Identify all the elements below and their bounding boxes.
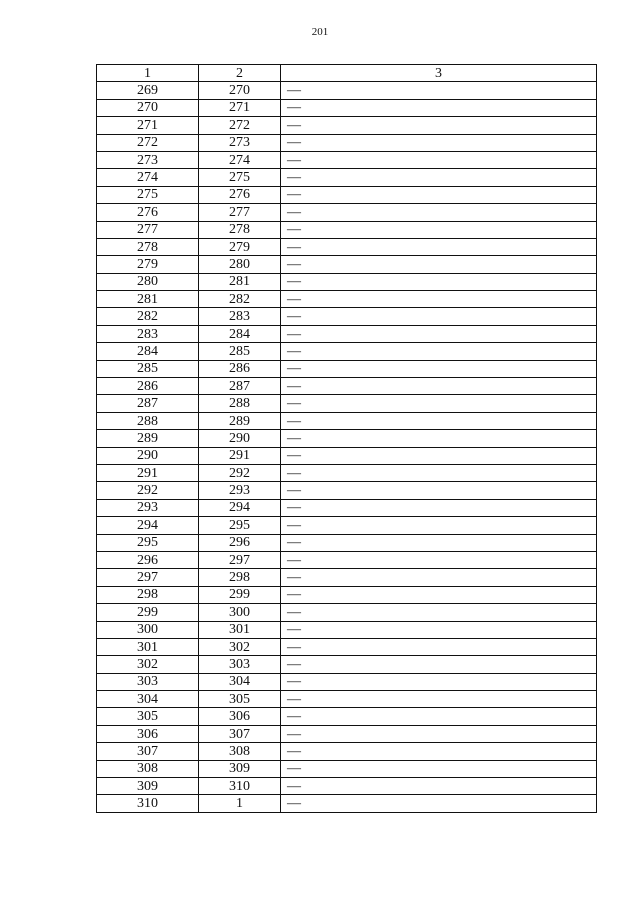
table-cell-col1: 273 — [97, 151, 199, 168]
table-cell-col3: — — [281, 464, 597, 481]
table-row — [97, 482, 597, 499]
table-row — [97, 656, 597, 673]
table-cell-col1: 279 — [97, 256, 199, 273]
table-cell-col3: — — [281, 673, 597, 690]
table-row — [97, 447, 597, 464]
table-cell-col2: 281 — [199, 273, 281, 290]
table-cell-col1: 294 — [97, 517, 199, 534]
column-header-3: 3 — [281, 65, 597, 82]
table-cell-col2: 286 — [199, 360, 281, 377]
table-row — [97, 134, 597, 151]
table-cell-col3: — — [281, 343, 597, 360]
table-cell-col2: 293 — [199, 482, 281, 499]
table-cell-col1: 308 — [97, 760, 199, 777]
table-row — [97, 238, 597, 255]
table-cell-col3: — — [281, 169, 597, 186]
table-cell-col1: 295 — [97, 534, 199, 551]
table-cell-col1: 302 — [97, 656, 199, 673]
table-row — [97, 586, 597, 603]
table-row — [97, 604, 597, 621]
table-cell-col3: — — [281, 151, 597, 168]
table-row — [97, 725, 597, 742]
table-row — [97, 82, 597, 99]
table-cell-col1: 296 — [97, 551, 199, 568]
table-cell-col3: — — [281, 656, 597, 673]
table-cell-col3: — — [281, 256, 597, 273]
table-cell-col3: — — [281, 499, 597, 516]
table-cell-col3: — — [281, 412, 597, 429]
table-cell-col2: 303 — [199, 656, 281, 673]
table-cell-col1: 275 — [97, 186, 199, 203]
table-cell-col1: 285 — [97, 360, 199, 377]
table-cell-col1: 306 — [97, 725, 199, 742]
table-cell-col3: — — [281, 204, 597, 221]
table-cell-col2: 280 — [199, 256, 281, 273]
table-cell-col1: 299 — [97, 604, 199, 621]
table-row — [97, 499, 597, 516]
table-row — [97, 221, 597, 238]
table-row — [97, 291, 597, 308]
table-cell-col3: — — [281, 795, 597, 812]
table-row — [97, 186, 597, 203]
table-cell-col2: 295 — [199, 517, 281, 534]
table-cell-col1: 274 — [97, 169, 199, 186]
table-row — [97, 795, 597, 812]
table-cell-col2: 271 — [199, 99, 281, 116]
table-cell-col3: — — [281, 117, 597, 134]
table-row — [97, 517, 597, 534]
table-row — [97, 551, 597, 568]
table-cell-col1: 271 — [97, 117, 199, 134]
table-cell-col2: 279 — [199, 238, 281, 255]
table-cell-col1: 289 — [97, 430, 199, 447]
table-cell-col2: 291 — [199, 447, 281, 464]
table-cell-col3: — — [281, 534, 597, 551]
table-cell-col2: 307 — [199, 725, 281, 742]
table-cell-col1: 284 — [97, 343, 199, 360]
table-cell-col1: 276 — [97, 204, 199, 221]
table-cell-col3: — — [281, 291, 597, 308]
table-cell-col2: 297 — [199, 551, 281, 568]
table-header-row — [97, 65, 597, 82]
table-cell-col2: 298 — [199, 569, 281, 586]
table-cell-col3: — — [281, 743, 597, 760]
table-cell-col3: — — [281, 691, 597, 708]
table-cell-col3: — — [281, 134, 597, 151]
table-body — [97, 82, 597, 812]
page-number: 201 — [311, 26, 329, 38]
table-row — [97, 256, 597, 273]
table-cell-col3: — — [281, 395, 597, 412]
table-row — [97, 708, 597, 725]
table-cell-col2: 294 — [199, 499, 281, 516]
table-row — [97, 569, 597, 586]
table-cell-col1: 282 — [97, 308, 199, 325]
table-cell-col1: 291 — [97, 464, 199, 481]
table-row — [97, 638, 597, 655]
table-cell-col1: 303 — [97, 673, 199, 690]
table-row — [97, 378, 597, 395]
data-table — [96, 64, 597, 813]
table-cell-col3: — — [281, 82, 597, 99]
table-cell-col3: — — [281, 186, 597, 203]
table-cell-col1: 278 — [97, 238, 199, 255]
table-row — [97, 325, 597, 342]
table-cell-col1: 288 — [97, 412, 199, 429]
table-cell-col3: — — [281, 325, 597, 342]
table-cell-col2: 300 — [199, 604, 281, 621]
table-cell-col3: — — [281, 760, 597, 777]
table-row — [97, 430, 597, 447]
table-cell-col2: 275 — [199, 169, 281, 186]
table-cell-col3: — — [281, 308, 597, 325]
table-cell-col3: — — [281, 273, 597, 290]
table-cell-col2: 305 — [199, 691, 281, 708]
table-cell-col1: 292 — [97, 482, 199, 499]
table-cell-col1: 301 — [97, 638, 199, 655]
column-header-1: 1 — [97, 65, 199, 82]
table-cell-col2: 301 — [199, 621, 281, 638]
table-cell-col1: 310 — [97, 795, 199, 812]
table-row — [97, 621, 597, 638]
table-row — [97, 412, 597, 429]
table-cell-col2: 278 — [199, 221, 281, 238]
table-cell-col2: 309 — [199, 760, 281, 777]
table-cell-col3: — — [281, 482, 597, 499]
table-cell-col2: 289 — [199, 412, 281, 429]
table-cell-col1: 269 — [97, 82, 199, 99]
table-row — [97, 343, 597, 360]
table-row — [97, 464, 597, 481]
table-cell-col2: 274 — [199, 151, 281, 168]
table-row — [97, 169, 597, 186]
table-cell-col3: — — [281, 586, 597, 603]
table-cell-col2: 283 — [199, 308, 281, 325]
table-cell-col3: — — [281, 569, 597, 586]
table-cell-col2: 285 — [199, 343, 281, 360]
table-cell-col2: 306 — [199, 708, 281, 725]
table-cell-col2: 272 — [199, 117, 281, 134]
table-cell-col3: — — [281, 378, 597, 395]
table-cell-col1: 293 — [97, 499, 199, 516]
table-cell-col2: 282 — [199, 291, 281, 308]
table-cell-col2: 308 — [199, 743, 281, 760]
table-cell-col3: — — [281, 778, 597, 795]
table-row — [97, 117, 597, 134]
table-cell-col2: 302 — [199, 638, 281, 655]
table-cell-col2: 290 — [199, 430, 281, 447]
table-cell-col3: — — [281, 360, 597, 377]
table-row — [97, 534, 597, 551]
table-cell-col1: 297 — [97, 569, 199, 586]
table-cell-col2: 292 — [199, 464, 281, 481]
table-cell-col1: 290 — [97, 447, 199, 464]
table-cell-col1: 300 — [97, 621, 199, 638]
table-cell-col3: — — [281, 604, 597, 621]
table-row — [97, 673, 597, 690]
table-row — [97, 743, 597, 760]
table-row — [97, 308, 597, 325]
table-row — [97, 760, 597, 777]
table-cell-col1: 309 — [97, 778, 199, 795]
table-cell-col1: 304 — [97, 691, 199, 708]
table-cell-col3: — — [281, 221, 597, 238]
table-cell-col1: 305 — [97, 708, 199, 725]
table-cell-col1: 280 — [97, 273, 199, 290]
table-cell-col3: — — [281, 725, 597, 742]
table-cell-col3: — — [281, 238, 597, 255]
table-row — [97, 360, 597, 377]
table-cell-col3: — — [281, 99, 597, 116]
table-cell-col2: 284 — [199, 325, 281, 342]
table-cell-col1: 307 — [97, 743, 199, 760]
table-cell-col2: 270 — [199, 82, 281, 99]
table-cell-col1: 277 — [97, 221, 199, 238]
table-cell-col1: 287 — [97, 395, 199, 412]
table-row — [97, 99, 597, 116]
table-cell-col3: — — [281, 517, 597, 534]
table-cell-col3: — — [281, 708, 597, 725]
table-cell-col2: 288 — [199, 395, 281, 412]
table-cell-col2: 299 — [199, 586, 281, 603]
column-header-2: 2 — [199, 65, 281, 82]
table-cell-col1: 298 — [97, 586, 199, 603]
table-cell-col2: 310 — [199, 778, 281, 795]
table-row — [97, 778, 597, 795]
table-cell-col2: 287 — [199, 378, 281, 395]
table-cell-col2: 277 — [199, 204, 281, 221]
table-cell-col2: 304 — [199, 673, 281, 690]
table-cell-col2: 276 — [199, 186, 281, 203]
table-cell-col3: — — [281, 621, 597, 638]
table-row — [97, 151, 597, 168]
table-row — [97, 395, 597, 412]
table-cell-col3: — — [281, 430, 597, 447]
table-cell-col1: 281 — [97, 291, 199, 308]
table-cell-col3: — — [281, 638, 597, 655]
table-cell-col2: 1 — [199, 795, 281, 812]
table-cell-col1: 283 — [97, 325, 199, 342]
table-row — [97, 204, 597, 221]
table-cell-col2: 273 — [199, 134, 281, 151]
table-cell-col3: — — [281, 447, 597, 464]
table-cell-col1: 270 — [97, 99, 199, 116]
table-cell-col3: — — [281, 551, 597, 568]
table-cell-col1: 272 — [97, 134, 199, 151]
table-row — [97, 691, 597, 708]
table-cell-col2: 296 — [199, 534, 281, 551]
table-cell-col1: 286 — [97, 378, 199, 395]
table-row — [97, 273, 597, 290]
